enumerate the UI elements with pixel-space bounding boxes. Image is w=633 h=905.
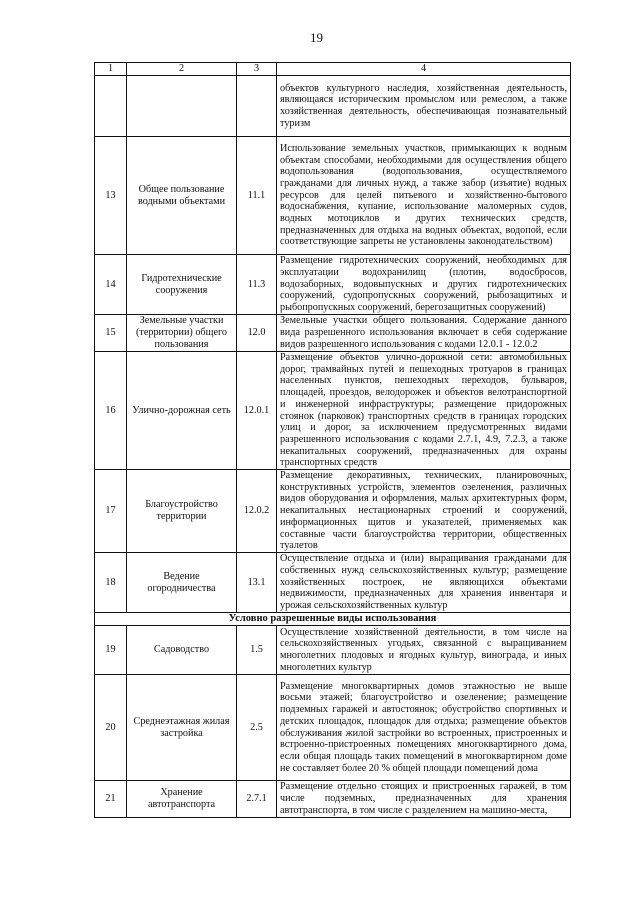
table-header-row (95, 63, 571, 76)
land-use-description: Размещение отдельно стоящих и пристроенных гаражей, в том числе подземных, предназначенных для хранения автотранспорта, в том числе с разделением на машино-места, (277, 781, 571, 818)
row-number: 21 (95, 781, 127, 818)
land-use-description: Размещение многоквартирных домов этажностью не выше восьми этажей; благоустройство и озеленение; размещение подземных гаражей и автостоянок; обустройство спортивных и детских площадок, площадок для отдыха; размещение объектов обслуживания жилой застройки во встроенных, пристроенных и встроенно-пристроенных помещениях многоквартирного дома, если общая площадь таких помещений в многоквартирном доме не составляет более 20 % общей площади помещений дома (277, 675, 571, 781)
table-row (95, 255, 571, 315)
row-number: 20 (95, 675, 127, 781)
section-row (95, 613, 571, 626)
land-use-name: Гидротехнические сооружения (127, 255, 237, 315)
row-number: 14 (95, 255, 127, 315)
land-use-name (127, 76, 237, 137)
header-col-3: 3 (237, 63, 277, 76)
land-use-description: Размещение декоративных, технических, планировочных, конструктивных устройств, элементов озеленения, различных видов оборудования и оформления, малых архитектурных форм, некапитальных нестационарных строений и сооружений, информационных щитов и указателей, применяемых как составные части благоустройства территории, общественных туалетов (277, 470, 571, 553)
header-col-1: 1 (95, 63, 127, 76)
row-number: 13 (95, 137, 127, 255)
land-use-name: Ведение огородничества (127, 553, 237, 613)
land-use-description: Использование земельных участков, примыкающих к водным объектам способами, необходимыми для осуществления общего водопользования (водопользования, осуществляемого гражданами для личных нужд, а также забор (изъятие) водных ресурсов для целей питьевого и хозяйственно-бытового водоснабжения, купание, использование маломерных судов, водных мотоциклов и других технических средств, предназначенных для отдыха на водных объектах, водопой, если соответствующие запреты не установлены законодательством) (277, 137, 571, 255)
row-number: 16 (95, 352, 127, 470)
land-use-code (237, 76, 277, 137)
page-number: 19 (310, 30, 323, 45)
table-row (95, 137, 571, 255)
land-use-name: Садоводство (127, 626, 237, 675)
land-use-table (94, 62, 571, 818)
header-col-4: 4 (277, 63, 571, 76)
land-use-code: 2.7.1 (237, 781, 277, 818)
land-use-name: Общее пользование водными объектами (127, 137, 237, 255)
land-use-code: 12.0 (237, 315, 277, 352)
table-row (95, 626, 571, 675)
land-use-description: Земельные участки общего пользования. Содержание данного вида разрешенного использования включает в себя содержание видов разрешенного использования с кодами 12.0.1 - 12.0.2 (277, 315, 571, 352)
land-use-description: Размещение объектов улично-дорожной сети: автомобильных дорог, трамвайных путей и пешеходных тротуаров в границах населенных пунктов, пешеходных переходов, бульваров, площадей, проездов, велодорожек и объектов велотранспортной и инженерной инфраструктуры; размещение придорожных стоянок (парковок) транспортных средств в границах городских улиц и дорог, за исключением предусмотренных видами разрешенного использования с кодами 2.7.1, 4.9, 7.2.3, а также некапитальных сооружений, предназначенных для охраны транспортных средств (277, 352, 571, 470)
land-use-name: Среднеэтажная жилая застройка (127, 675, 237, 781)
row-number: 15 (95, 315, 127, 352)
land-use-description: Осуществление отдыха и (или) выращивания гражданами для собственных нужд сельскохозяйственных культур; размещение хозяйственных построек, не являющихся объектами недвижимости, предназначенных для хранения инвентаря и урожая сельскохозяйственных культур (277, 553, 571, 613)
land-use-code: 12.0.1 (237, 352, 277, 470)
row-number: 18 (95, 553, 127, 613)
land-use-description: Осуществление хозяйственной деятельности, в том числе на сельскохозяйственных угодьях, связанной с выращиванием многолетних плодовых и ягодных культур, винограда, и иных многолетних культур (277, 626, 571, 675)
table-row (95, 352, 571, 470)
land-use-code: 11.1 (237, 137, 277, 255)
table-row (95, 76, 571, 137)
header-col-2: 2 (127, 63, 237, 76)
land-use-code: 2.5 (237, 675, 277, 781)
table-row (95, 781, 571, 818)
land-use-description: Размещение гидротехнических сооружений, необходимых для эксплуатации водохранилищ (плотин, водосбросов, водозаборных, водовыпускных и других гидротехнических сооружений, судопропускных сооружений, рыбозащитных и рыбопропускных сооружений, берегозащитных сооружений) (277, 255, 571, 315)
row-number: 17 (95, 470, 127, 553)
row-number: 19 (95, 626, 127, 675)
land-use-code: 11.3 (237, 255, 277, 315)
land-use-name: Улично-дорожная сеть (127, 352, 237, 470)
table-row (95, 315, 571, 352)
table-row (95, 470, 571, 553)
land-use-name: Благоустройство территории (127, 470, 237, 553)
section-title: Условно разрешенные виды использования (95, 613, 571, 626)
land-use-code: 12.0.2 (237, 470, 277, 553)
land-use-description: объектов культурного наследия, хозяйственная деятельность, являющаяся историческим промыслом или ремеслом, а также хозяйственная деятельность, обеспечивающая познавательный туризм (277, 76, 571, 137)
table-row (95, 675, 571, 781)
row-number (95, 76, 127, 137)
land-use-name: Хранение автотранспорта (127, 781, 237, 818)
table-row (95, 553, 571, 613)
land-use-code: 1.5 (237, 626, 277, 675)
land-use-code: 13.1 (237, 553, 277, 613)
land-use-name: Земельные участки (территории) общего пользования (127, 315, 237, 352)
